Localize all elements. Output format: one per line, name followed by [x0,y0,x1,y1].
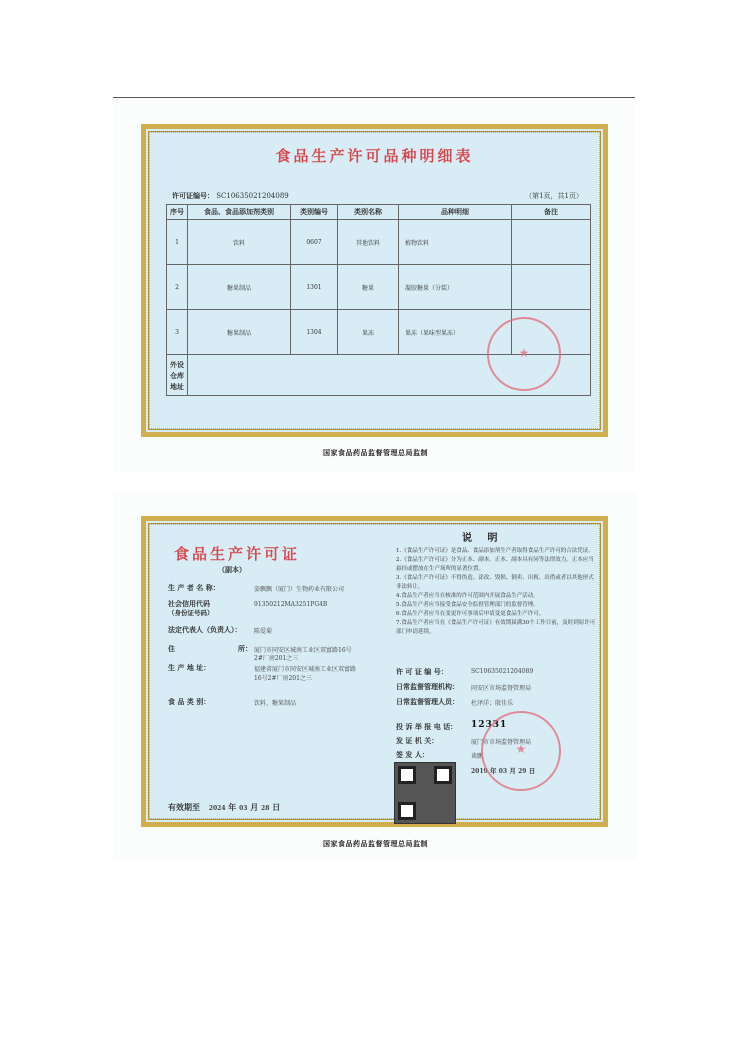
explanation-item: 6.食品生产者应当在变更许可事项后申请变更食品生产许可。 [396,611,545,617]
explanation-title: 说 明 [462,533,504,544]
row-number: 1 [167,220,188,265]
row-detail: 凝胶糖果（分装） [399,265,512,310]
food-type-value: 饮料，糖果制品 [254,700,297,707]
row-code: 1304 [291,310,338,355]
valid-day: 28 [261,805,270,812]
legal-rep-value: 陈爱菊 [254,628,273,635]
address-label-end: 所： [238,644,252,653]
column-header: 食品、食品添加剂类别 [188,205,291,220]
supervision-agency-value: 同安区市场监督管理局 [471,685,532,692]
table-header-row [167,205,591,220]
signer-value: 谈鹏 [471,753,484,760]
qr-code [394,762,456,824]
valid-month: 03 [239,805,248,812]
row-category: 饮料 [188,220,291,265]
credit-code-label: 社会信用代码 [168,599,210,608]
detail-sheet-title: 食品生产许可品种明细表 [275,147,474,165]
production-address-value-line2: 16号2#厂房201之三 [254,675,312,682]
issue-day: 29 [518,768,527,775]
explanation-list [396,547,596,637]
column-header: 序号 [167,205,188,220]
column-header: 备注 [512,205,591,220]
table-row [167,265,591,310]
credit-code-value: 91350212MA3251PG4B [254,601,328,608]
producer-label: 生 产 者 名 称： [168,583,220,592]
column-header: 品种明细 [399,205,512,220]
issuer-seal-stamp [481,711,561,791]
hotline-label: 投 诉 举 报 电 话： [396,722,458,731]
row-category: 糖果制品 [188,310,291,355]
row-remark [512,220,591,265]
license-number-value: SC10635021204089 [471,668,534,675]
issue-year: 2019 [471,768,488,775]
address-value-line2: 2#厂房201之三 [254,655,299,662]
row-code: 0607 [291,220,338,265]
explanation-item: 4.食品生产者应当在核准的许可范围内开展食品生产活动。 [396,593,539,599]
issuer-label: 发 证 机 关： [396,736,439,745]
month-char: 月 [509,767,516,775]
license-number-label: 许可证编号： [172,191,214,200]
explanation-item: 7.食品生产者应当在《食品生产许可证》有效期届满30个工作日前，及时到原许可部门申请延续。 [396,620,596,635]
license-number-value: SC10635021204089 [216,192,289,200]
issuer-value: 厦门市市场监督管理局 [471,739,532,746]
supervision-agency-label: 日常监督管理机构： [396,682,459,691]
official-seal-stamp [487,317,561,391]
hotline-value: 12331 [471,720,508,730]
row-name: 其他饮料 [338,220,399,265]
license-title: 食品生产许可证 [174,545,301,563]
row-remark [512,265,591,310]
detail-sheet-certificate [141,124,608,437]
day-char: 日 [272,802,281,812]
supervision-officer-value: 杜泽洋；殷佳乐 [471,700,514,707]
valid-year: 2024 [208,805,226,812]
row-number: 3 [167,310,188,355]
row-detail: 果冻（果味型果冻） [399,310,512,355]
license-page [113,492,637,860]
license-subtitle: （副本） [218,565,246,574]
valid-until-row [168,802,280,813]
year-char: 年 [489,767,497,775]
legal-rep-label: 法定代表人（负责人）： [168,625,242,634]
qr-finder [398,802,416,820]
supervision-officer-label: 日常监督管理人员： [396,697,459,706]
table-row [167,220,591,265]
license-number-label: 许 可 证 编 号： [396,667,448,676]
credit-code-sublabel: （身份证号码） [168,609,214,617]
production-address-value: 福建省厦门市同安区城南工业区双富路 [254,666,357,673]
issue-month: 03 [498,768,508,775]
column-header: 类别名称 [338,205,399,220]
row-name: 糖果 [338,265,399,310]
address-value: 厦门市同安区城南工业区双富路16号 [254,647,352,654]
license-certificate [141,516,608,827]
year-char: 年 [228,802,237,812]
row-name: 果冻 [338,310,399,355]
row-number: 2 [167,265,188,310]
license-footer: 国家食品药品监督管理总局监制 [323,839,428,848]
qr-finder [398,766,416,784]
row-detail: 植物饮料 [399,220,512,265]
explanation-item: 5.食品生产者应当接受食品安全监督管理部门的监督管理。 [396,602,539,608]
detail-sheet-footer: 国家食品药品监督管理总局监制 [323,448,428,457]
explanation-item: 3.《食品生产许可证》不得伪造、涂改、毁损、倒卖、出租、出借或者以其他形式非法转让。 [396,575,594,590]
signer-label: 签 发 人： [396,750,429,759]
license-number-row [172,191,289,201]
food-type-label: 食 品 类 别： [168,697,211,706]
explanation-item: 2.《食品生产许可证》分为正本、副本。正本、副本具有同等法律效力。正本应当悬挂或摆放在生产场所的显著位置。 [396,557,594,572]
month-char: 月 [250,802,259,812]
production-address-label: 生 产 地 址： [168,663,211,672]
column-header: 类别编号 [291,205,338,220]
row-code: 1301 [291,265,338,310]
address-label: 住 [168,644,175,653]
day-char: 日 [528,767,536,775]
producer-value: 姿飘飘（厦门）生物药业有限公司 [254,586,345,593]
seal-star-icon: ★ [518,345,530,360]
page-info: （第1页，共1页） [525,192,583,200]
qr-finder [434,766,452,784]
valid-until-label: 有效期至 [168,802,200,812]
row-category: 糖果制品 [188,265,291,310]
explanation-item: 1.《食品生产许可证》是食品、食品添加剂生产者取得食品生产许可的合法凭证。 [396,548,594,554]
seal-star-icon: ★ [515,741,527,756]
external-warehouse-label: 外设仓库地址 [167,355,188,396]
detail-sheet-page [113,97,635,473]
